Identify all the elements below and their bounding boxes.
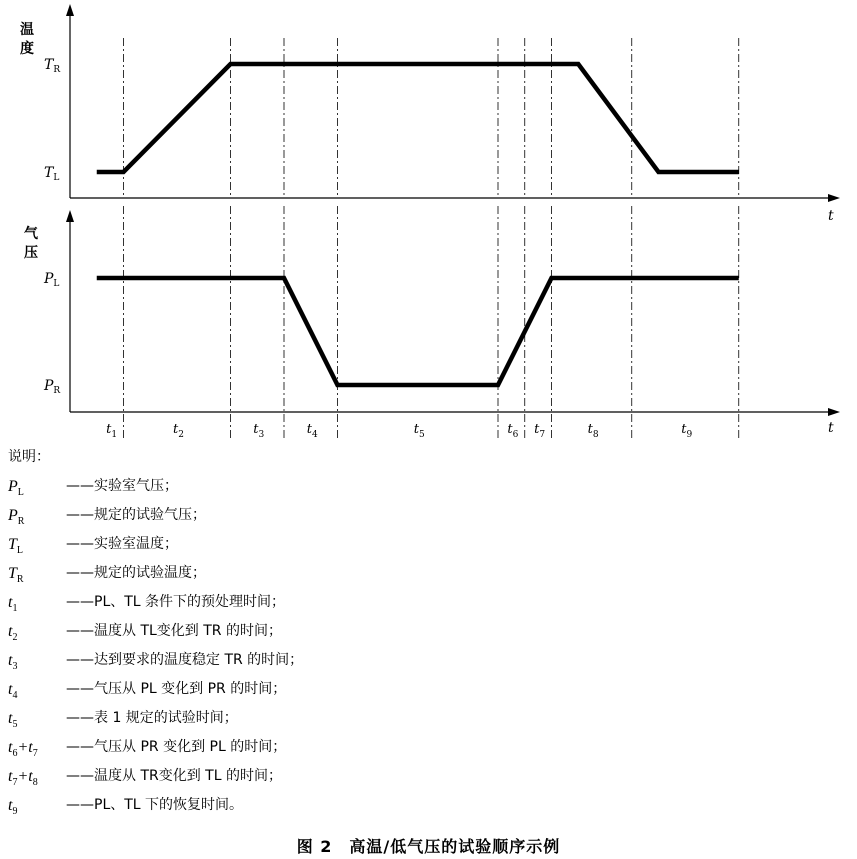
interval-label-t8: $t_8$ (587, 422, 599, 440)
legend-item (8, 791, 528, 820)
legend-description: ——PL、TL 条件下的预处理时间； (66, 594, 286, 610)
legend-item (8, 646, 528, 675)
temp-y-axis-arrow (66, 4, 74, 16)
pressure-y-axis-arrow (66, 210, 74, 222)
legend-item (8, 559, 528, 588)
interval-label-t4: $t_4$ (306, 422, 318, 440)
pressure-ylabel-char-1: 气 (24, 226, 38, 242)
pressure-xlabel: t (828, 420, 834, 436)
level-label-PR: $P_R$ (44, 378, 61, 396)
legend-symbol: $t_4$ (8, 681, 18, 702)
legend-symbol: $t_3$ (8, 652, 18, 673)
legend-description: ——温度从 TL变化到 TR 的时间； (66, 623, 282, 639)
legend-description: ——气压从 PR 变化到 PL 的时间； (66, 739, 287, 755)
legend-description: ——气压从 PL 变化到 PR 的时间； (66, 681, 287, 697)
legend-item (8, 501, 528, 530)
pressure-x-axis-arrow (828, 408, 840, 416)
legend-item (8, 675, 528, 704)
legend-item (8, 704, 528, 733)
legend-symbol: $t_7+t_8$ (8, 768, 38, 789)
legend-symbol: $t_2$ (8, 623, 18, 644)
temp-x-axis-arrow (828, 194, 840, 202)
legend-item (8, 588, 528, 617)
legend-item (8, 530, 528, 559)
pressure-curve (97, 278, 739, 385)
legend-symbol: $t_5$ (8, 710, 18, 731)
legend-description: ——PL、TL 下的恢复时间。 (66, 797, 244, 813)
level-labels (43, 57, 60, 396)
interval-label-t5: $t_5$ (413, 422, 425, 440)
level-label-PL: $P_L$ (44, 271, 60, 289)
time-boundary-guides (124, 38, 739, 440)
legend-symbol: $P_L$ (8, 478, 24, 499)
legend-description: ——实验室温度； (66, 536, 178, 552)
legend-symbol: $t_6+t_7$ (8, 739, 38, 760)
level-label-TL: $T_L$ (44, 165, 60, 183)
interval-label-t3: $t_3$ (253, 422, 265, 440)
interval-label-t6: $t_6$ (507, 422, 519, 440)
legend-item (8, 472, 528, 501)
legend-symbol: $T_L$ (8, 536, 24, 557)
legend-symbol: $t_1$ (8, 594, 18, 615)
interval-label-t1: $t_1$ (106, 422, 118, 440)
interval-label-t7: $t_7$ (534, 422, 546, 440)
legend-symbol: $T_R$ (8, 565, 24, 586)
legend-description: ——规定的试验气压； (66, 507, 206, 523)
legend-item (8, 617, 528, 646)
level-label-TR: $T_R$ (44, 57, 61, 75)
temp-xlabel: t (828, 208, 834, 224)
legend-symbol: $t_9$ (8, 797, 18, 818)
legend-description: ——实验室气压； (66, 478, 178, 494)
legend (8, 443, 528, 820)
pressure-ylabel-char-2: 压 (24, 245, 38, 261)
legend-item (8, 733, 528, 762)
legend-title: 说明： (8, 449, 50, 465)
legend-description: ——表 1 规定的试验时间； (66, 710, 238, 726)
legend-description: ——达到要求的温度稳定 TR 的时间； (66, 652, 304, 668)
temp-ylabel-char-2: 度 (20, 41, 34, 57)
interval-label-t9: $t_9$ (681, 422, 693, 440)
interval-label-t2: $t_2$ (173, 422, 184, 440)
temperature-curve (97, 64, 739, 172)
temp-ylabel-char-1: 温 (20, 22, 34, 38)
legend-description: ——温度从 TR变化到 TL 的时间； (66, 768, 282, 784)
curves (97, 64, 739, 385)
legend-symbol: $P_R$ (8, 507, 25, 528)
figure-caption: 图 2 高温/低气压的试验顺序示例 (296, 837, 561, 856)
legend-item (8, 762, 528, 791)
legend-description: ——规定的试验温度； (66, 565, 206, 581)
interval-labels (106, 422, 692, 440)
legend-rows (8, 472, 528, 820)
